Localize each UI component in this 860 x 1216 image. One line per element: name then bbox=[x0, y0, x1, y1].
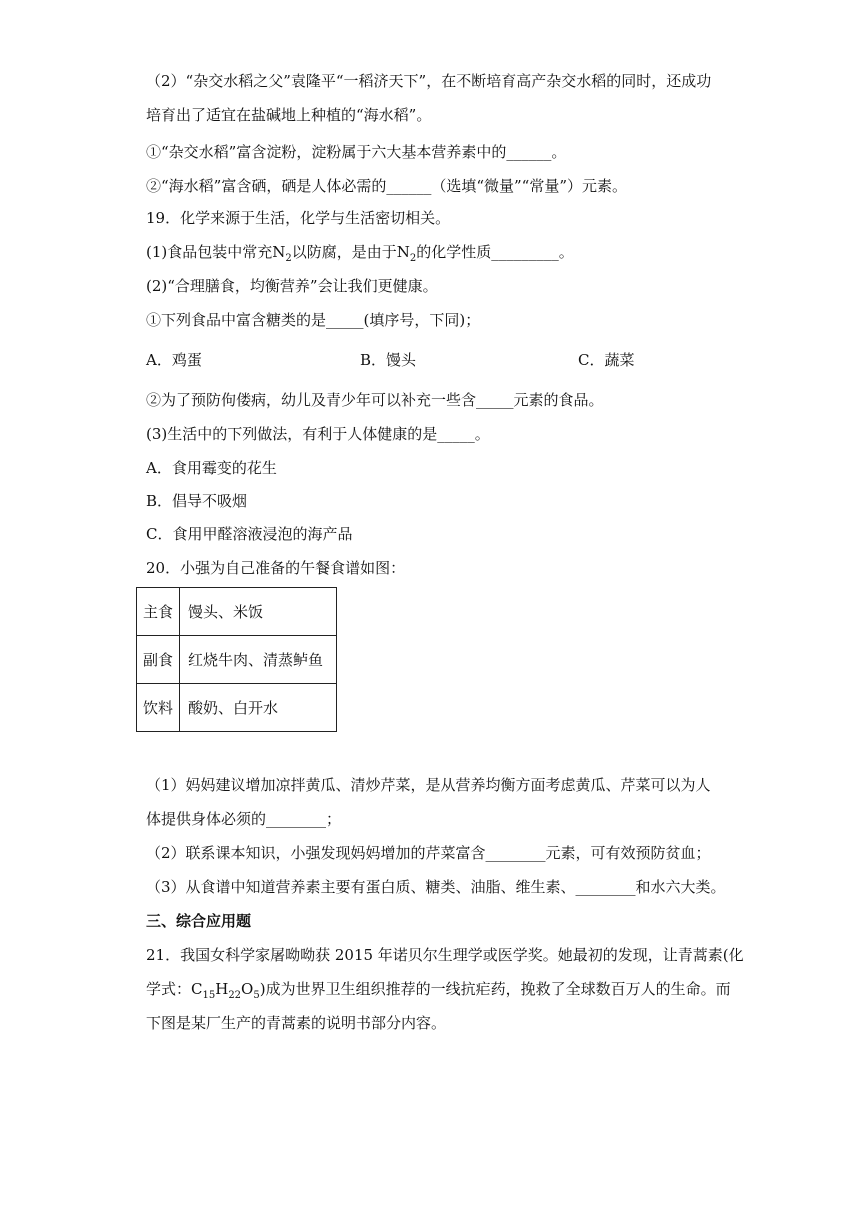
table-row bbox=[137, 684, 337, 732]
q19-part2: (2)“合理膳食，均衡营养”会让我们更健康。 bbox=[146, 277, 438, 295]
q20-part2: （2）联系课本知识，小强发现妈妈增加的芹菜富含________元素，可有效预防贫血； bbox=[146, 844, 711, 862]
q19-option-b: B．馒头 bbox=[360, 351, 417, 369]
q21-line2 bbox=[146, 978, 731, 1003]
table-cell-key: 饮料 bbox=[137, 684, 180, 732]
q19-part2-sub2: ②为了预防佝偻病，幼儿及青少年可以补充一些含_____元素的食品。 bbox=[146, 391, 604, 409]
q21-subscript-c: 15 bbox=[202, 990, 216, 1001]
table-cell-key: 主食 bbox=[137, 588, 180, 636]
q19-part3-option-c: C．食用甲醛溶液浸泡的海产品 bbox=[146, 525, 353, 543]
q21-line2-text-b: H bbox=[215, 980, 229, 998]
q21-subscript-h: 22 bbox=[228, 990, 242, 1001]
table-cell-value: 酸奶、白开水 bbox=[180, 684, 337, 732]
q19-part3-option-a: A．食用霉变的花生 bbox=[146, 459, 277, 477]
q20-part1-line2: 体提供身体必须的________； bbox=[146, 810, 342, 828]
table-row bbox=[137, 588, 337, 636]
q20-part1-line1: （1）妈妈建议增加凉拌黄瓜、清炒芹菜，是从营养均衡方面考虑黄瓜、芹菜可以为人 bbox=[146, 776, 711, 794]
q19-part1-subscript-1: 2 bbox=[285, 253, 292, 264]
q19-part1 bbox=[146, 241, 574, 266]
q19-part2-sub1: ①下列食品中富含糖类的是_____(填序号，下同)； bbox=[146, 311, 481, 329]
q19-part1-text-a: (1)食品包装中常充N bbox=[146, 243, 286, 261]
q19-part1-text-c: 的化学性质_________。 bbox=[416, 243, 574, 261]
q18-sub1: ①“杂交水稻”富含淀粉，淀粉属于六大基本营养素中的______。 bbox=[146, 143, 567, 161]
table-cell-value: 馒头、米饭 bbox=[180, 588, 337, 636]
q19-option-a: A．鸡蛋 bbox=[146, 351, 202, 369]
q21-line2-text-a: 学式：C bbox=[146, 980, 203, 998]
q21-line3: 下图是某厂生产的青蒿素的说明书部分内容。 bbox=[146, 1014, 447, 1032]
q19-option-c: C．蔬菜 bbox=[578, 351, 635, 369]
table-cell-value: 红烧牛肉、清蒸鲈鱼 bbox=[180, 636, 337, 684]
q18-part2-line2: 培育出了适宜在盐碱地上种植的“海水稻”。 bbox=[146, 106, 432, 124]
section-heading: 三、综合应用题 bbox=[146, 912, 252, 930]
q18-sub2: ②“海水稻”富含硒，硒是人体必需的______（选填“微量”“常量”）元素。 bbox=[146, 177, 628, 195]
q21-line2-text-d: )成为世界卫生组织推荐的一线抗疟药，挽救了全球数百万人的生命。而 bbox=[259, 980, 731, 998]
q21-line1: 21．我国女科学家屠呦呦获 2015 年诺贝尔生理学或医学奖。她最初的发现，让青蒿素(化 bbox=[146, 946, 744, 964]
q20-stem: 20．小强为自己准备的午餐食谱如图： bbox=[146, 559, 406, 577]
q18-part2-line1: （2）“杂交水稻之父”袁隆平“一稻济天下”，在不断培育高产杂交水稻的同时，还成功 bbox=[146, 72, 712, 90]
q19-part1-subscript-2: 2 bbox=[409, 253, 417, 264]
q19-part3-option-b: B．倡导不吸烟 bbox=[146, 492, 248, 510]
q20-part3: （3）从食谱中知道营养素主要有蛋白质、糖类、油脂、维生素、________和水六大类。 bbox=[146, 878, 726, 896]
q19-part3: (3)生活中的下列做法，有利于人体健康的是_____。 bbox=[146, 425, 490, 443]
q19-stem: 19．化学来源于生活，化学与生活密切相关。 bbox=[146, 209, 451, 227]
table-row bbox=[137, 636, 337, 684]
lunch-menu-table bbox=[136, 587, 337, 732]
q21-subscript-o: 5 bbox=[253, 990, 260, 1001]
q21-line2-text-c: O bbox=[241, 980, 254, 998]
q19-part1-text-b: 以防腐，是由于N bbox=[291, 243, 410, 261]
table-cell-key: 副食 bbox=[137, 636, 180, 684]
